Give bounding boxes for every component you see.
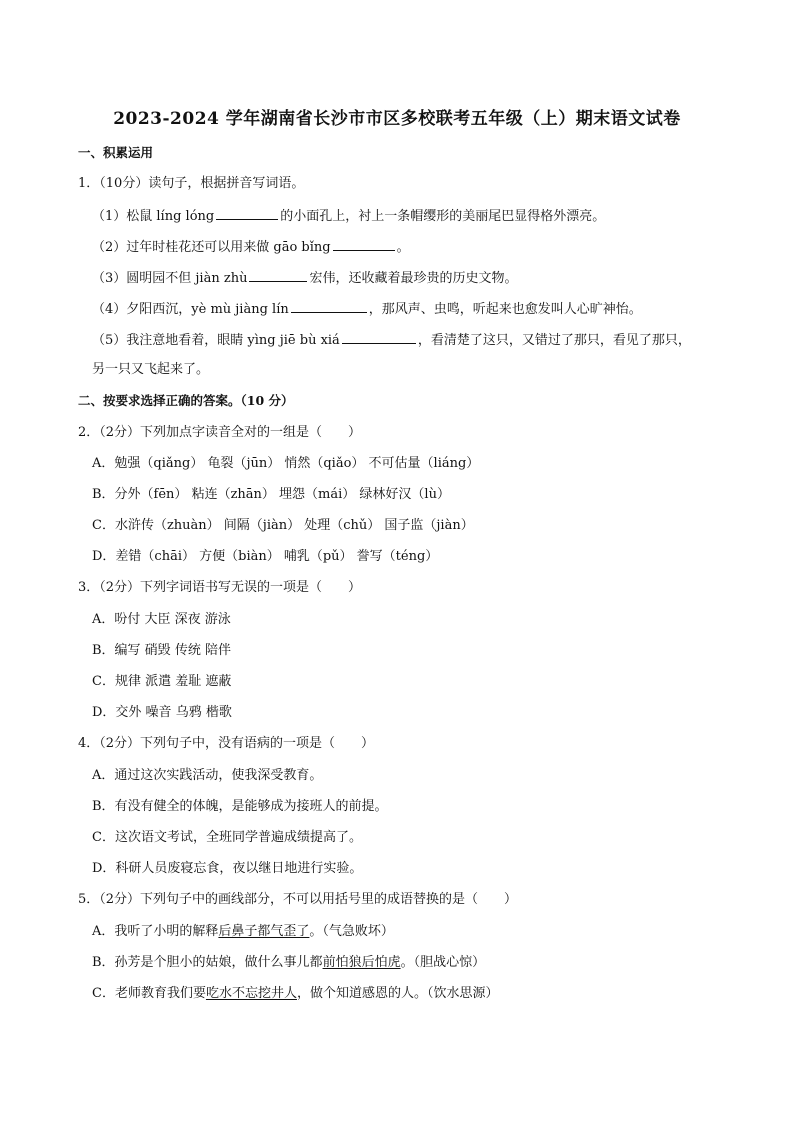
question-1-sentence-2: （2）过年时桂花还可以用来做 gāo bǐng 。: [92, 236, 410, 258]
question-2-option-d[interactable]: D．差错（chāi） 方便（biàn） 哺乳（pǔ） 誊写（téng）: [92, 549, 439, 564]
question-3-option-d[interactable]: D．交外 噪音 乌鸦 楷歌: [92, 705, 232, 720]
question-5-option-a[interactable]: A．我听了小明的解释后鼻子都气歪了。（气急败坏）: [92, 924, 394, 939]
question-5-stem: 5．（2分）下列句子中的画线部分，不可以用括号里的成语替换的是（ ）: [78, 892, 518, 907]
underlined-phrase: 吃水不忘挖井人: [205, 986, 297, 1001]
question-3-option-a[interactable]: A．吩付 大臣 深夜 游泳: [92, 612, 231, 627]
question-2-option-a[interactable]: A．勉强（qiǎng） 龟裂（jūn） 悄然（qiǎo） 不可估量（liáng）: [92, 456, 480, 471]
answer-blank[interactable]: [291, 298, 367, 313]
question-3-stem: 3．（2分）下列字词语书写无误的一项是（ ）: [78, 580, 362, 595]
question-1-sentence-3: （3）圆明园不但 jiàn zhù 宏伟，还收藏着最珍贵的历史文物。: [92, 267, 517, 289]
question-5-option-b[interactable]: B．孙芳是个胆小的姑娘，做什么事儿都前怕狼后怕虎。（胆战心惊）: [92, 955, 486, 970]
question-4-stem: 4．（2分）下列句子中，没有语病的一项是（ ）: [78, 736, 375, 751]
question-1-stem: 1．（10分）读句子，根据拼音写词语。: [78, 176, 305, 191]
question-1-sentence-5-cont: 另一只又飞起来了。: [92, 362, 210, 377]
answer-blank[interactable]: [333, 236, 395, 251]
question-1-sentence-1: （1）松鼠 líng lóng 的小面孔上，衬上一条帽缨形的美丽尾巴显得格外漂亮。: [92, 205, 605, 227]
section-heading-2: 二、按要求选择正确的答案。（10 分）: [78, 393, 294, 408]
question-2-stem: 2．（2分）下列加点字读音全对的一组是（ ）: [78, 425, 362, 440]
question-4-option-a[interactable]: A．通过这次实践活动，使我深受教育。: [92, 768, 323, 783]
question-3-option-c[interactable]: C．规律 派遣 羞耻 遮蔽: [92, 674, 232, 689]
question-3-option-b[interactable]: B．编写 硝毁 传统 陪伴: [92, 643, 231, 658]
section-heading-1: 一、积累运用: [78, 145, 154, 160]
question-4-option-d[interactable]: D．科研人员废寝忘食，夜以继日地进行实验。: [92, 861, 363, 876]
page-title: 2023-2024 学年湖南省长沙市市区多校联考五年级（上）期末语文试卷: [113, 109, 681, 129]
question-4-option-c[interactable]: C．这次语文考试，全班同学普遍成绩提高了。: [92, 830, 362, 845]
answer-blank[interactable]: [342, 329, 416, 344]
question-1-sentence-4: （4）夕阳西沉，yè mù jiàng lín ，那风声、虫鸣，听起来也愈发叫人心旷神怡。: [92, 298, 642, 320]
answer-blank[interactable]: [216, 205, 278, 220]
question-1-sentence-5: （5）我注意地看着，眼睛 yìng jiē bù xiá ，看清楚了这只，又错过了那只，看见了那只，: [92, 329, 691, 351]
question-2-option-b[interactable]: B．分外（fēn） 粘连（zhān） 埋怨（mái） 绿林好汉（lù）: [92, 487, 450, 502]
question-5-option-c[interactable]: C．老师教育我们要吃水不忘挖井人，做个知道感恩的人。（饮水思源）: [92, 986, 499, 1001]
question-2-option-c[interactable]: C．水浒传（zhuàn） 间隔（jiàn） 处理（chǔ） 国子监（jiàn）: [92, 518, 474, 533]
question-4-option-b[interactable]: B．有没有健全的体魄，是能够成为接班人的前提。: [92, 799, 388, 814]
answer-blank[interactable]: [249, 267, 307, 282]
underlined-phrase: 前怕狼后怕虎: [322, 955, 401, 970]
underlined-phrase: 后鼻子都气歪了: [218, 924, 310, 939]
